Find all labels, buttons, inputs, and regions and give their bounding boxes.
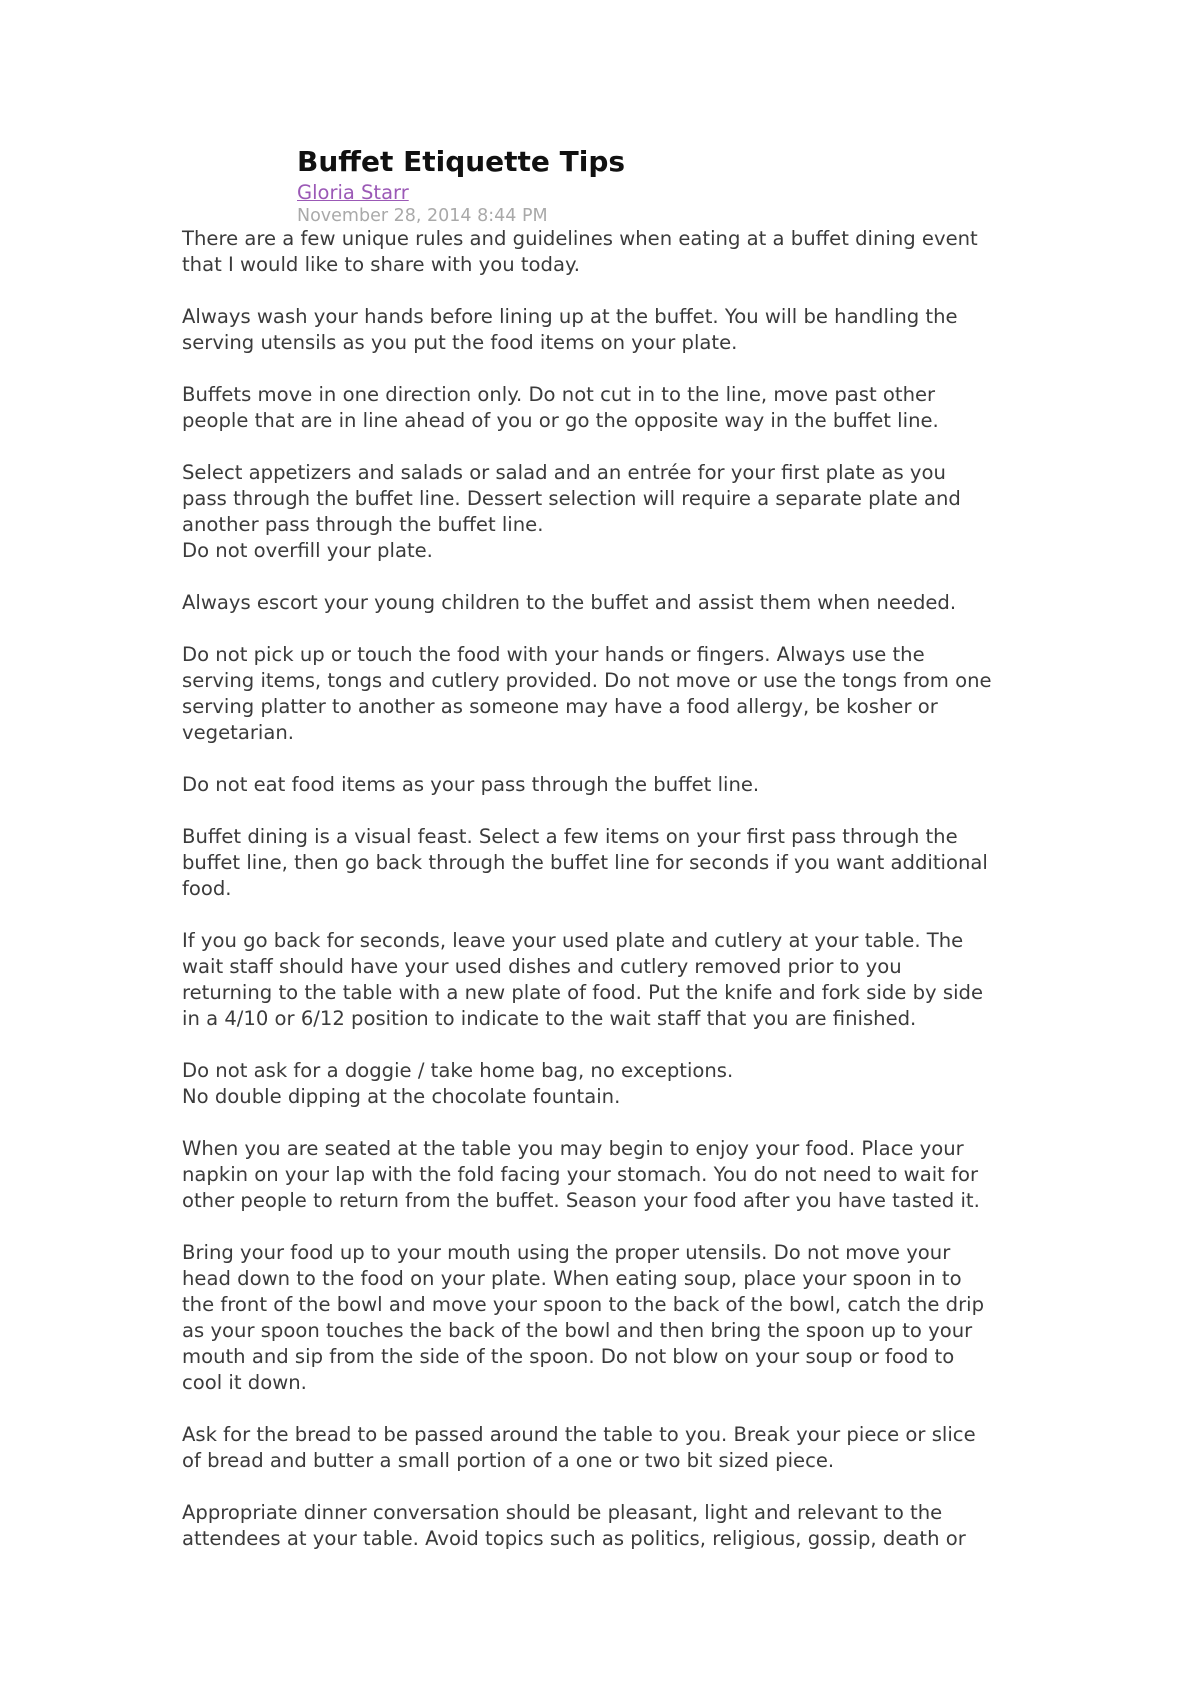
paragraph-line: Appropriate dinner conversation should be pleasant, light and relevant to the	[182, 1501, 943, 1524]
paragraph-line: Do not overfill your plate.	[182, 539, 433, 562]
publish-date: November 28, 2014 8:44 PM	[297, 206, 548, 226]
paragraph-line: Bring your food up to your mouth using the proper utensils. Do not move your	[182, 1241, 951, 1264]
paragraph	[182, 1500, 1032, 1552]
paragraph	[182, 772, 1032, 798]
paragraph	[182, 590, 1032, 616]
paragraph-line: No double dipping at the chocolate fountain.	[182, 1085, 621, 1108]
article-body	[182, 226, 1032, 1578]
article-header	[297, 143, 1097, 227]
paragraph-line: When you are seated at the table you may begin to enjoy your food. Place your	[182, 1137, 964, 1160]
paragraph	[182, 928, 1032, 1032]
paragraph-line: Always escort your young children to the buffet and assist them when needed.	[182, 591, 957, 614]
paragraph-line: napkin on your lap with the fold facing your stomach. You do not need to wait for	[182, 1163, 979, 1186]
paragraph-line: attendees at your table. Avoid topics such as politics, religious, gossip, death or	[182, 1527, 966, 1550]
paragraph	[182, 304, 1032, 356]
paragraph-line: wait staff should have your used dishes and cutlery removed prior to you	[182, 955, 902, 978]
paragraph	[182, 1422, 1032, 1474]
paragraph-line: vegetarian.	[182, 721, 294, 744]
paragraph-line: Buffet dining is a visual feast. Select a few items on your first pass through the	[182, 825, 958, 848]
paragraph-line: serving items, tongs and cutlery provided. Do not move or use the tongs from one	[182, 669, 992, 692]
paragraph-line: buffet line, then go back through the buffet line for seconds if you want additional	[182, 851, 988, 874]
paragraph-line: other people to return from the buffet. Season your food after you have tasted it.	[182, 1189, 980, 1212]
paragraph-line: Do not eat food items as your pass through the buffet line.	[182, 773, 760, 796]
paragraph-line: If you go back for seconds, leave your used plate and cutlery at your table. The	[182, 929, 964, 952]
author-link[interactable]: Gloria Starr	[297, 181, 409, 204]
paragraph-line: the front of the bowl and move your spoon to the back of the bowl, catch the drip	[182, 1293, 985, 1316]
paragraph	[182, 460, 1032, 564]
paragraph-line: people that are in line ahead of you or go the opposite way in the buffet line.	[182, 409, 939, 432]
paragraph-line: as your spoon touches the back of the bowl and then bring the spoon up to your	[182, 1319, 973, 1342]
paragraph-line: that I would like to share with you today.	[182, 253, 580, 276]
paragraph-line: cool it down.	[182, 1371, 307, 1394]
paragraph-line: Do not ask for a doggie / take home bag, no exceptions.	[182, 1059, 734, 1082]
paragraph-line: There are a few unique rules and guidelines when eating at a buffet dining event	[182, 227, 978, 250]
paragraph	[182, 824, 1032, 902]
paragraph-line: Ask for the bread to be passed around the table to you. Break your piece or slice	[182, 1423, 976, 1446]
paragraph	[182, 1136, 1032, 1214]
paragraph-line: in a 4/10 or 6/12 position to indicate to the wait staff that you are finished.	[182, 1007, 917, 1030]
paragraph-line: Do not pick up or touch the food with your hands or fingers. Always use the	[182, 643, 925, 666]
paragraph	[182, 642, 1032, 746]
paragraph-line: another pass through the buffet line.	[182, 513, 544, 536]
paragraph-line: serving utensils as you put the food items on your plate.	[182, 331, 738, 354]
paragraph-line: pass through the buffet line. Dessert selection will require a separate plate and	[182, 487, 961, 510]
paragraph-line: returning to the table with a new plate of food. Put the knife and fork side by side	[182, 981, 984, 1004]
paragraph	[182, 1240, 1032, 1396]
paragraph	[182, 226, 1032, 278]
paragraph-line: head down to the food on your plate. When eating soup, place your spoon in to	[182, 1267, 962, 1290]
paragraph	[182, 1058, 1032, 1110]
paragraph	[182, 382, 1032, 434]
paragraph-line: food.	[182, 877, 232, 900]
paragraph-line: Buffets move in one direction only. Do not cut in to the line, move past other	[182, 383, 936, 406]
paragraph-line: Select appetizers and salads or salad and an entrée for your first plate as you	[182, 461, 946, 484]
paragraph-line: serving platter to another as someone may have a food allergy, be kosher or	[182, 695, 938, 718]
paragraph-line: mouth and sip from the side of the spoon. Do not blow on your soup or food to	[182, 1345, 955, 1368]
paragraph-line: Always wash your hands before lining up at the buffet. You will be handling the	[182, 305, 958, 328]
paragraph-line: of bread and butter a small portion of a one or two bit sized piece.	[182, 1449, 835, 1472]
article-title: Buffet Etiquette Tips	[297, 145, 626, 178]
